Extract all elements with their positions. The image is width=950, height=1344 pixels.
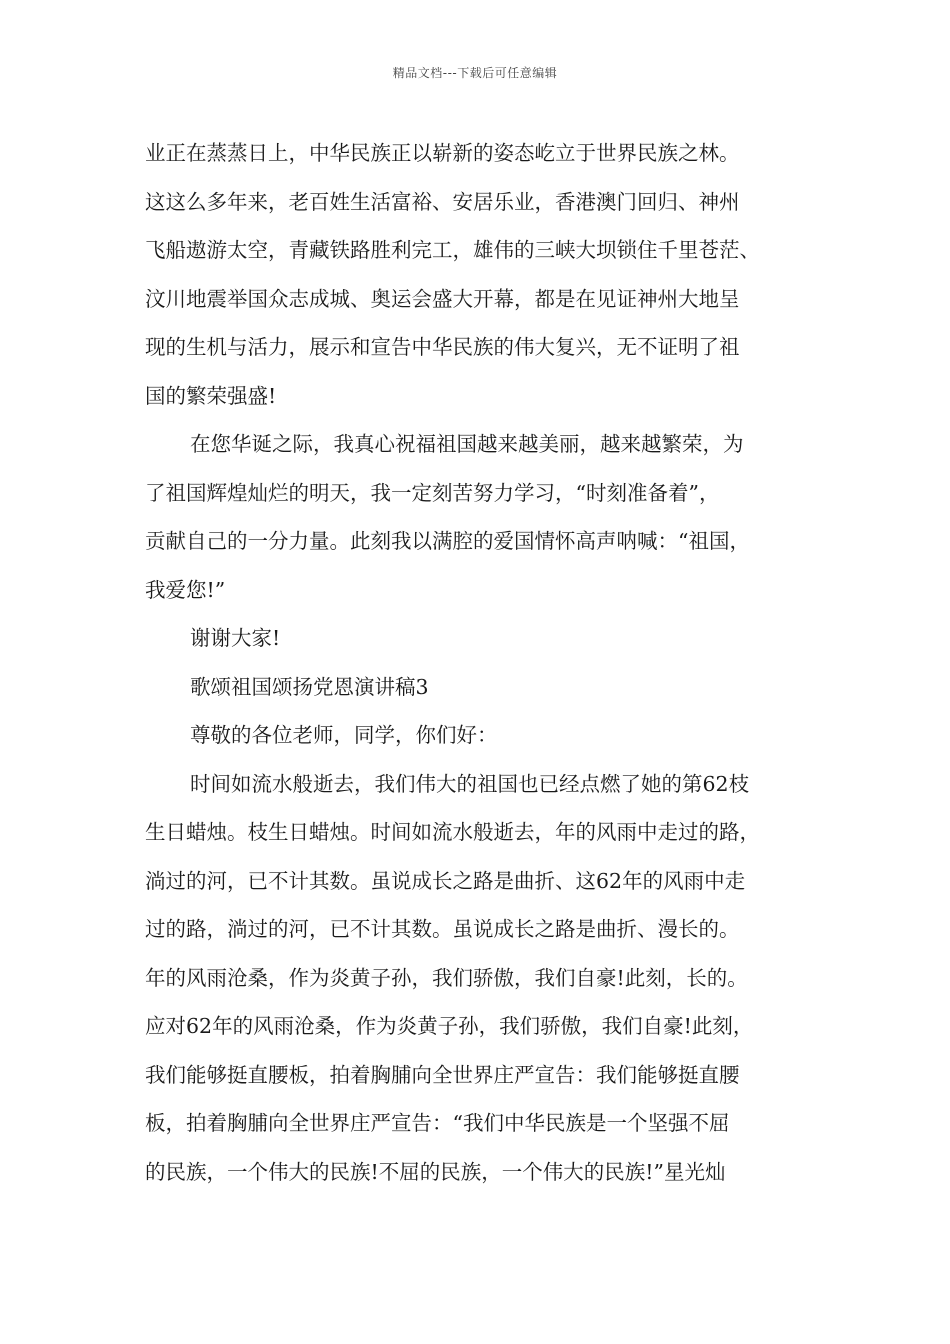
text-line: 贡献自己的一分力量。此刻我以满腔的爱国情怀高声呐喊：“祖国，	[145, 529, 750, 553]
text-line: 飞船遨游太空，青藏铁路胜利完工，雄伟的三峡大坝锁住千里苍茫、	[145, 238, 760, 262]
text-line: 现的生机与活力，展示和宣告中华民族的伟大复兴，无不证明了祖	[145, 335, 740, 359]
salutation: 尊敬的各位老师，同学，你们好：	[190, 723, 498, 747]
body-text	[145, 129, 825, 1196]
text-line: 应对62年的风雨沧桑，作为炎黄子孙，我们骄傲，我们自豪!此刻，	[145, 1014, 754, 1038]
text-line: 生日蜡烛。枝生日蜡烛。时间如流水般逝去，年的风雨中走过的路，	[145, 820, 760, 844]
paragraph-first-line: 时间如流水般逝去，我们伟大的祖国也已经点燃了她的第62枝	[190, 771, 750, 796]
text-line: 业正在蒸蒸日上，中华民族正以崭新的姿态屹立于世界民族之林。	[145, 141, 740, 165]
text-line: 汶川地震举国众志成城、奥运会盛大开幕，都是在见证神州大地呈	[145, 286, 740, 311]
paragraph-first-line: 谢谢大家!	[190, 626, 281, 650]
section-title: 歌颂祖国颂扬党恩演讲稿3	[190, 674, 429, 699]
page-header: 精品文档---下载后可任意编辑	[392, 66, 558, 80]
text-line: 这这么多年来，老百姓生活富裕、安居乐业，香港澳门回归、神州	[145, 189, 740, 214]
text-line: 板，拍着胸脯向全世界庄严宣告：“我们中华民族是一个坚强不屈	[145, 1111, 730, 1135]
text-line: 淌过的河，已不计其数。虽说成长之路是曲折、这62年的风雨中走	[145, 868, 746, 893]
text-line: 我爱您!”	[145, 577, 226, 602]
text-line: 国的繁荣强盛!	[145, 383, 277, 408]
text-line: 过的路，淌过的河，已不计其数。虽说成长之路是曲折、漫长的。	[145, 917, 740, 941]
text-line: 我们能够挺直腰板，拍着胸脯向全世界庄严宣告：我们能够挺直腰	[145, 1062, 740, 1087]
text-line: 年的风雨沧桑，作为炎黄子孙，我们骄傲，我们自豪!此刻，长的。	[145, 965, 748, 990]
text-line: 了祖国辉煌灿烂的明天，我一定刻苦努力学习，“时刻准备着”，	[145, 480, 720, 505]
paragraph-first-line: 在您华诞之际，我真心祝福祖国越来越美丽，越来越繁荣，为	[190, 432, 744, 456]
text-line: 的民族，一个伟大的民族!不屈的民族，一个伟大的民族!”星光灿	[145, 1159, 726, 1184]
